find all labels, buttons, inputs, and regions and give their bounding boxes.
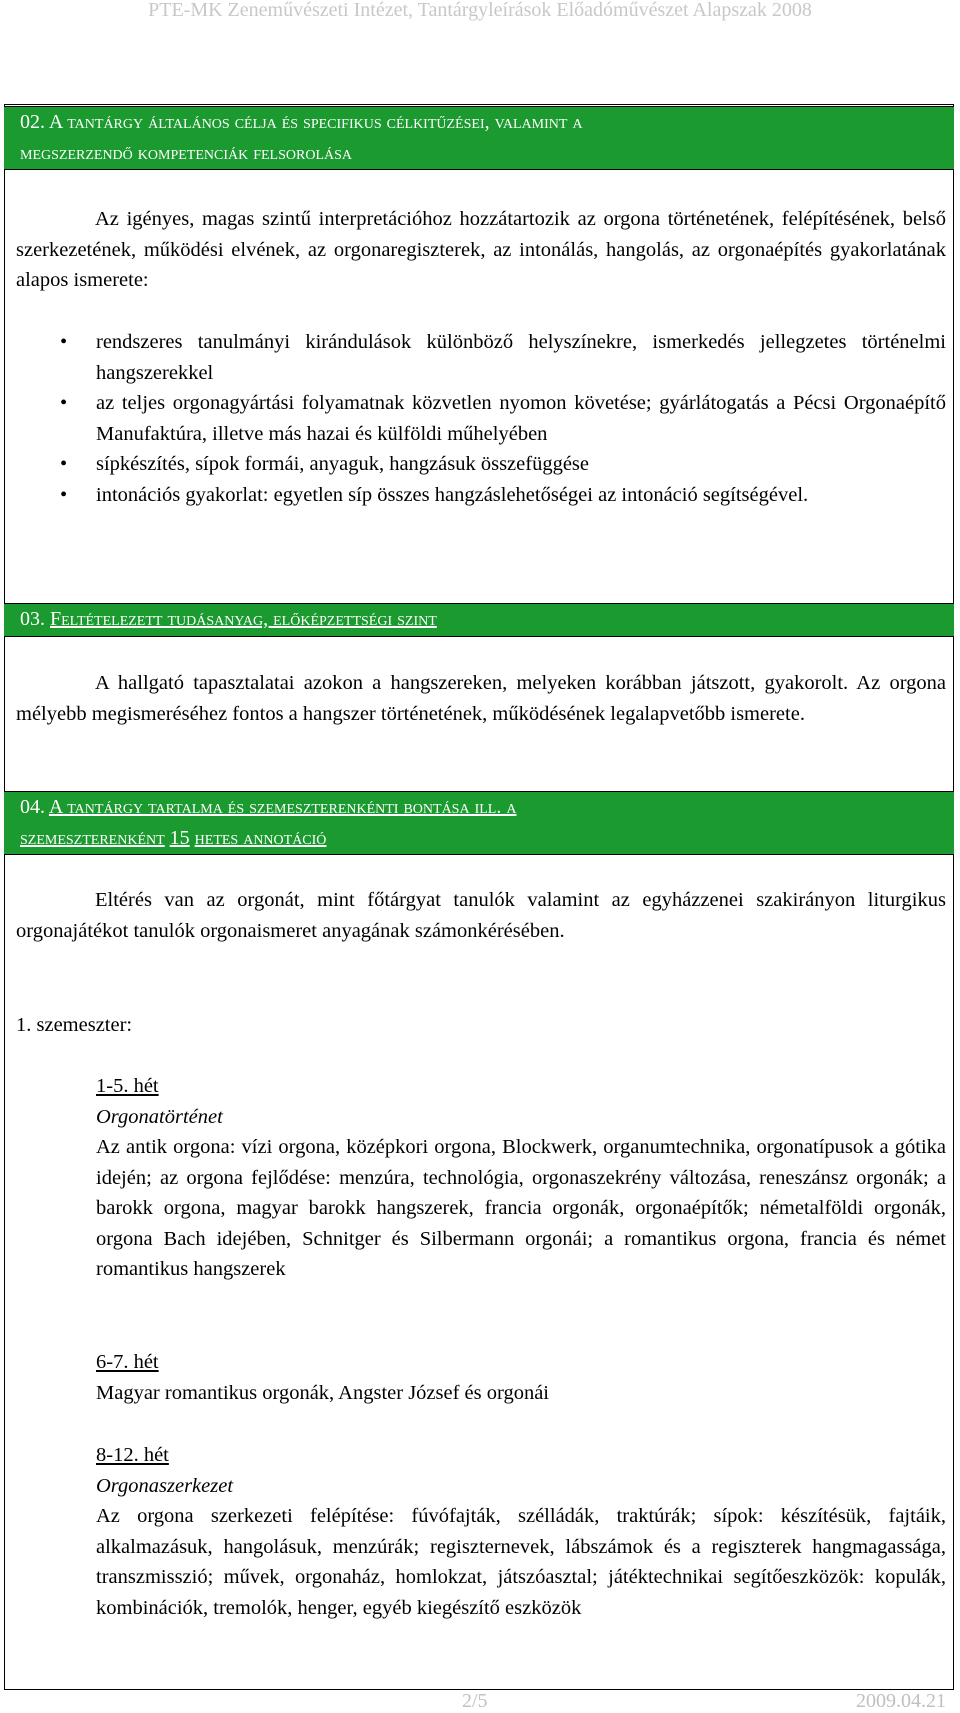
week-text: Az antik orgona: vízi orgona, középkori orgona, Blockwerk, organumtechnika, orgonatípusok a gótika idején; az orgona fejlődése: menzúra, technológia, orgonaszekrény változása, reneszánsz orgonák; a barokk orgona, magyar barokk hangszerek, francia orgonák, orgonaépítők; németalföldi orgonák, orgona Bach idejében, Schnitger és Silbermann orgonái; a romantikus orgona, francia és német romantikus hangszerek [96,1136,946,1280]
bullet-icon: • [60,331,68,353]
week-text: Magyar romantikus orgonák, Angster József és orgonái [96,1381,550,1404]
bullet-icon: • [60,392,68,414]
section-04-title-line1: A tantárgy tartalma és szemeszterenkénti bontása ill. a [48,796,517,818]
section-03-number: 03. [20,608,45,630]
week-topic: Orgonatörténet [96,1105,223,1128]
list-item: • intonációs gyakorlat: egyetlen síp összes hangzáslehetőségei az intonáció segítségével. [60,480,946,511]
week-label: 8-12. hét [96,1444,169,1466]
section-04-header [4,791,954,855]
section-04-number: 04. [20,796,45,818]
bullet-icon: • [60,483,68,506]
section-02-number: 02. [20,111,45,133]
week-topic: Orgonaszerkezet [96,1474,234,1497]
section-02-intro: Az igényes, magas szintű interpretációhoz hozzátartozik az orgona történetének, felépítésének, belső szerkezetének, működési elvének, az orgonaregiszterek, az intonálás, hangolás, az orgonaépítés gyakorlatának alapos ismerete: [16,208,946,291]
week-text: Az orgona szerkezeti felépítése: fúvófajták, szélládák, traktúrák; sípok: készítésük, fajtáik, alkalmazásuk, hangolásuk, menzúrák; regiszternevek, lábszámok és a regiszterek hangmagassága, transzmisszió; művek, orgonaház, homlokzat, játszóasztal; játéktechnikai segítőeszközök: kopulák, kombinációk, tremolók, henger, egyéb kiegészítő eszközök [96,1505,946,1619]
week-block-2 [96,1347,946,1408]
section-04-title-line2a: szemeszterenként [20,827,165,849]
section-04-title-line2b: 15 [169,827,190,849]
section-02-title-line1: A tantárgy általános célja és specifikus célkitűzései, valamint a [48,111,583,133]
running-header: PTE-MK Zeneművészeti Intézet, Tantárgyleírások Előadóművészet Alapszak 2008 [148,0,812,21]
footer-date: 2009.04.21 [856,1690,946,1712]
section-04-text: Eltérés van az orgonát, mint főtárgyat tanulók valamint az egyházzenei szakirányon liturgikus orgonajátékot tanulók orgonaismeret anyagának számonkérésében. [16,889,946,942]
week-block-1 [96,1071,946,1285]
section-02-bullet-list [60,327,946,510]
section-04-title-line2c: hetes annotáció [194,827,327,849]
semester-label: 1. szemeszter: [16,1014,133,1036]
page-number: 2/5 [462,1690,488,1712]
section-03-text: A hallgató tapasztalatai azokon a hangszereken, melyeken korábban játszott, gyakorolt. Az orgona mélyebb megismeréséhez fontos a hangszer történetének, működésének legalapvetőbb ismerete. [16,672,946,725]
section-03-header [4,603,954,637]
list-item: • az teljes orgonagyártási folyamatnak közvetlen nyomon követése; gyárlátogatás a Pécsi Orgonaépítő Manufaktúra, illetve más hazai és külföldi műhelyében [60,388,946,449]
week-label: 6-7. hét [96,1351,159,1373]
section-03-title: Feltételezett tudásanyag, előképzettségi szint [50,608,437,630]
list-item: • sípkészítés, sípok formái, anyaguk, hangzásuk összefüggése [60,449,946,480]
week-block-3 [96,1440,946,1623]
bullet-icon: • [60,453,68,475]
week-label: 1-5. hét [96,1075,159,1097]
section-02-title-line2: megszerzendő kompetenciák felsorolása [20,142,353,164]
list-item: • rendszeres tanulmányi kirándulások különböző helyszínekre, ismerkedés jellegzetes történelmi hangszerekkel [60,327,946,388]
section-02-header [4,106,954,170]
